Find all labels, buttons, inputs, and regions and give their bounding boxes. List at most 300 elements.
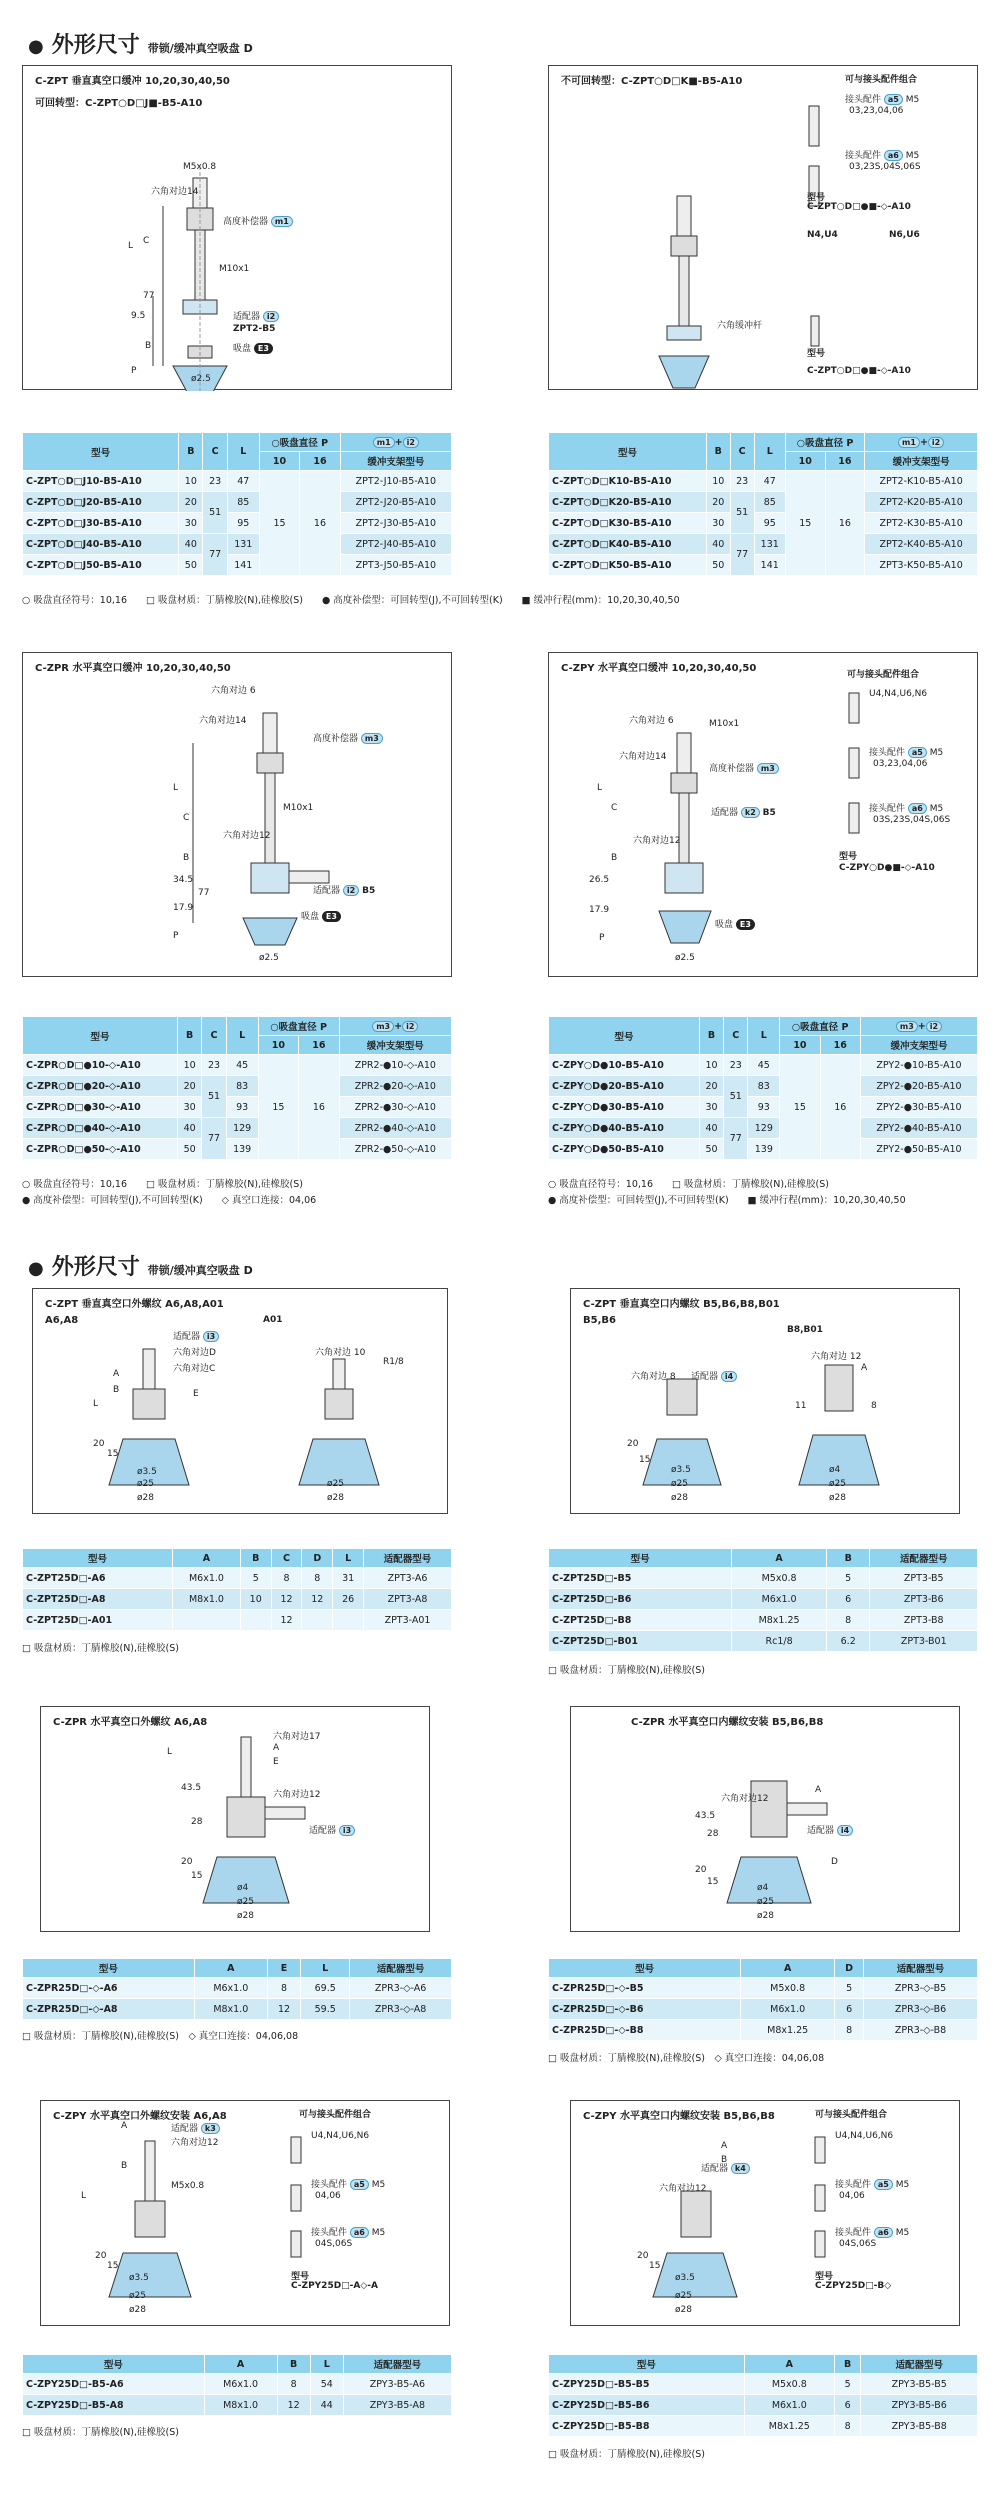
section-title-1 <box>28 28 253 59</box>
table-cell: 30 <box>706 513 730 534</box>
table-header-cell: 型号 <box>23 1017 178 1055</box>
table-cell: 50 <box>179 555 203 576</box>
table-cell: ZPY2-●50-B5-A10 <box>860 1139 977 1160</box>
label-a6a8: A6,A8 <box>45 1315 79 1326</box>
label-E: E <box>273 1757 279 1767</box>
label-text: 高度补偿器 <box>709 764 755 774</box>
table-cell: 15 <box>785 471 825 576</box>
table-row <box>23 1118 452 1139</box>
table-cell: C-ZPY○D●50-B5-A10 <box>549 1139 700 1160</box>
label-C: C <box>143 236 150 246</box>
table-header-cell: C <box>724 1017 748 1055</box>
part-badge: i4 <box>721 1371 737 1382</box>
table-header-cell: 型号 <box>549 433 707 471</box>
table-cell: C-ZPT○D□J30-B5-A10 <box>23 513 179 534</box>
table-cell: M6x1.0 <box>741 1999 835 2020</box>
table-cell: 51 <box>202 1076 226 1118</box>
table-cell: M6x1.0 <box>744 2395 834 2416</box>
label-text: M5 <box>895 2180 910 2190</box>
label-text: 适配器 <box>173 1332 201 1342</box>
label-text: P <box>841 1022 849 1033</box>
drawing-shape <box>815 2185 825 2211</box>
table-cell: 5 <box>240 1568 271 1589</box>
table-cell: ZPR2-●50-◇-A10 <box>339 1139 451 1160</box>
section-subtitle: 带锁/缓冲真空吸盘 D <box>147 42 253 55</box>
label-B: B <box>721 2155 728 2165</box>
table-cell: ZPR3-◇-B5 <box>864 1978 978 1999</box>
table-cell: ZPR2-●10-◇-A10 <box>339 1055 451 1076</box>
table-header-cell: D <box>835 1959 864 1978</box>
label-text: 适配器 <box>711 808 739 818</box>
label-P: P <box>131 366 137 376</box>
table-cell: C-ZPT25D□-B5 <box>549 1568 732 1589</box>
label-265: 26.5 <box>589 875 610 885</box>
table-header-cell: 16 <box>820 1036 860 1055</box>
label-28: 28 <box>191 1817 203 1827</box>
table-cell: C-ZPY○D●30-B5-A10 <box>549 1097 700 1118</box>
part-badge: a5 <box>350 2179 369 2190</box>
label-hex14: 六角对边14 <box>151 187 199 197</box>
fitting-2 <box>845 148 919 161</box>
table-cell: C-ZPR25D□-◇-B6 <box>549 1999 741 2020</box>
drawing-shape <box>263 713 277 753</box>
table-header-cell: L <box>748 1017 780 1055</box>
table-header-cell: L <box>301 1959 350 1978</box>
table-cell: 129 <box>748 1118 780 1139</box>
table-header-row <box>23 1549 452 1568</box>
label-text: B5 <box>362 886 376 896</box>
label-dia: ø2.5 <box>675 953 695 963</box>
fitting-1 <box>845 92 919 105</box>
table-cell: ZPT3-A01 <box>364 1610 452 1631</box>
bullet-icon: ● <box>28 36 44 57</box>
spec-table-zpt-male <box>22 1548 452 1631</box>
label-dia25: ø25 <box>757 1897 774 1907</box>
drawing-caption: C-ZPT 垂直真空口内螺纹 B5,B6,B8,B01 <box>583 1299 780 1310</box>
label-hex14: 六角对边14 <box>619 752 667 762</box>
table-cell: C-ZPY○D●10-B5-A10 <box>549 1055 700 1076</box>
table-cell: C-ZPY25D□-B5-B5 <box>549 2374 745 2395</box>
table-header-cell: L <box>310 2355 343 2374</box>
section-title: 外形尺寸 <box>51 33 140 58</box>
legend-note: ● 高度补偿型：可回转型(J),不可回转型(K) ◇ 真空口连接：04,06 <box>22 1195 317 1206</box>
label-hex12: 六角对边12 <box>721 1794 769 1804</box>
label-text: 接头配件 <box>835 2228 872 2238</box>
label-m5: M5x0.8 <box>171 2181 205 2191</box>
table-cell: 20 <box>706 492 730 513</box>
table-cell: 139 <box>748 1139 780 1160</box>
drawing-zpr-male <box>40 1706 430 1932</box>
table-cell: 8 <box>277 2374 310 2395</box>
label-dia4: ø4 <box>237 1883 249 1893</box>
table-cell: C-ZPT25D□-B6 <box>549 1589 732 1610</box>
table-cell: 8 <box>271 1568 302 1589</box>
label-adapter <box>309 1823 355 1836</box>
drawing-shape <box>815 2231 825 2257</box>
table-cell: ZPR3-◇-A8 <box>350 1999 452 2020</box>
label-d28: ø28 <box>675 2305 692 2315</box>
table-cell: ZPY2-●30-B5-A10 <box>860 1097 977 1118</box>
label-77: 77 <box>143 291 155 301</box>
table-cell: 8 <box>835 2020 864 2041</box>
label-d25b: ø25 <box>829 1479 846 1489</box>
fitting-2-values: 04S,06S <box>315 2239 353 2249</box>
table-header-cell: 型号 <box>23 1549 173 1568</box>
table-cell: 6 <box>834 2395 861 2416</box>
part-badge: i4 <box>837 1825 853 1836</box>
label-A: A <box>815 1785 822 1795</box>
label-text: M5 <box>929 748 944 758</box>
table-cell: ZPT3-B6 <box>870 1589 978 1610</box>
spec-table-zpr-female <box>548 1958 978 2041</box>
label-d28b: ø28 <box>829 1493 846 1503</box>
label-d4: ø4 <box>829 1465 841 1475</box>
table-row <box>23 2374 452 2395</box>
table-header-cell: m3 + i2 <box>339 1017 451 1036</box>
legend-note: ○ 吸盘直径符号：10,16 □ 吸盘材质：丁腈橡胶(N),硅橡胶(S) <box>548 1179 829 1190</box>
table-header-cell: B <box>178 1017 202 1055</box>
drawing-caption: C-ZPR 水平真空口内螺纹安装 B5,B6,B8 <box>631 1717 824 1728</box>
fitting-2 <box>835 2225 909 2238</box>
table-cell: 131 <box>754 534 785 555</box>
label-77: 77 <box>198 888 210 898</box>
table-row <box>549 1631 978 1652</box>
table-cell <box>302 1610 333 1631</box>
table-cell: C-ZPR25D□-◇-B8 <box>549 2020 741 2041</box>
table-row <box>23 1589 452 1610</box>
table-cell: ZPY3-B5-A8 <box>343 2395 451 2416</box>
label-text: P <box>846 438 854 449</box>
label-A: A <box>861 1363 868 1373</box>
model-code: C-ZPT○D□●■-◇-A10 <box>807 202 911 212</box>
table-cell: 141 <box>754 555 785 576</box>
model2-code: C-ZPT○D□●■-◇-A10 <box>807 366 911 376</box>
fitting-2-values: 04S,06S <box>839 2239 877 2249</box>
table-cell: 6.2 <box>826 1631 870 1652</box>
label-15: 15 <box>107 2261 119 2271</box>
model-code: C-ZPY○D●■-◇-A10 <box>839 863 935 873</box>
drawing-shape <box>679 793 689 863</box>
label-B: B <box>183 853 190 863</box>
label-text: 适配器 <box>701 2164 729 2174</box>
drawing-shape <box>751 1781 787 1837</box>
table-cell: 77 <box>203 534 227 576</box>
label-d25: ø25 <box>129 2291 146 2301</box>
label-hex12: 六角对边12 <box>273 1790 321 1800</box>
table-cell: 45 <box>748 1055 780 1076</box>
fitting-1-values: 03,23,04,06 <box>873 759 928 769</box>
table-row <box>23 1076 452 1097</box>
table-cell: ZPT2-J30-B5-A10 <box>340 513 451 534</box>
drawing-shape <box>203 1737 305 1903</box>
cushion-pad-drawing <box>549 66 979 391</box>
label-text: 适配器 <box>313 886 341 896</box>
table-header-cell: A <box>194 1959 267 1978</box>
model-code: C-ZPY25D□-B◇ <box>815 2281 892 2291</box>
table-cell: 30 <box>179 513 203 534</box>
table-cell: C-ZPT○D□J40-B5-A10 <box>23 534 179 555</box>
table-cell: 40 <box>179 534 203 555</box>
table-row <box>23 2395 452 2416</box>
legend-note: □ 吸盘材质：丁腈橡胶(N),硅橡胶(S) ◇ 真空口连接：04,06,08 <box>548 2053 825 2064</box>
table-cell: C-ZPY25D□-B5-A6 <box>23 2374 205 2395</box>
table-header-row <box>549 1959 978 1978</box>
table-cell: C-ZPT25D□-B01 <box>549 1631 732 1652</box>
label-28: 28 <box>707 1829 719 1839</box>
table-cell: ZPY2-●40-B5-A10 <box>860 1118 977 1139</box>
table-cell: ZPT3-J50-B5-A10 <box>340 555 451 576</box>
drawing-zpt-j <box>22 65 452 390</box>
label-dia4: ø4 <box>757 1883 769 1893</box>
combo-title: 可与接头配件组合 <box>847 670 920 680</box>
table-cell: 23 <box>730 471 754 492</box>
label-text: 接头配件 <box>845 151 882 161</box>
fitting-1-values: 03,23,04,06 <box>849 106 904 116</box>
table-cell: ZPT3-K50-B5-A10 <box>865 555 978 576</box>
th-l: L <box>227 433 259 471</box>
label-hex17: 六角对边17 <box>273 1732 321 1742</box>
drawing-shape <box>671 236 697 256</box>
table-cell: ZPT3-A8 <box>364 1589 452 1610</box>
table-cell: C-ZPT25D□-A01 <box>23 1610 173 1631</box>
drawing-caption: C-ZPY 水平真空口内螺纹安装 B5,B6,B8 <box>583 2111 775 2122</box>
table-cell <box>240 1610 271 1631</box>
table-cell: C-ZPT○D□K20-B5-A10 <box>549 492 707 513</box>
table-header-cell: 16 <box>299 1036 339 1055</box>
drawing-shape <box>291 2231 301 2257</box>
table-header-row <box>549 1017 978 1036</box>
table-header-row <box>23 433 452 452</box>
table-row <box>23 534 452 555</box>
table-cell: 95 <box>227 513 259 534</box>
drawing-shape <box>677 733 691 773</box>
table-cell: C-ZPR○D□●30-◇-A10 <box>23 1097 178 1118</box>
table-cell: 30 <box>178 1097 202 1118</box>
drawing-shape <box>677 196 691 236</box>
label-20: 20 <box>637 2251 649 2261</box>
label-95: 9.5 <box>131 311 146 321</box>
table-cell: 8 <box>826 1610 870 1631</box>
drawing-shape <box>849 803 859 833</box>
table-row <box>23 1978 452 1999</box>
drawing-shape <box>815 2137 825 2163</box>
label-text: P <box>319 1022 327 1033</box>
label-8: 8 <box>871 1401 877 1411</box>
label-adapter <box>691 1369 737 1382</box>
table-cell: 12 <box>267 1999 300 2020</box>
table-cell: 5 <box>835 1978 864 1999</box>
part-badge: m1 <box>898 437 920 448</box>
table-cell: 69.5 <box>301 1978 350 1999</box>
table-cell: M5x0.8 <box>732 1568 827 1589</box>
drawing-shape <box>667 1379 697 1415</box>
label-hex12: 六角对边12 <box>659 2184 707 2194</box>
table-cell: 44 <box>310 2395 343 2416</box>
label-height-adjuster <box>313 731 383 744</box>
table-cell: C-ZPT○D□J50-B5-A10 <box>23 555 179 576</box>
label-C: C <box>611 803 618 813</box>
label-text: M5 <box>371 2180 386 2190</box>
legend-note: □ 吸盘材质：丁腈橡胶(N),硅橡胶(S) <box>22 2427 179 2438</box>
table-header-cell: 型号 <box>23 1959 195 1978</box>
table-header-cell: D <box>302 1549 333 1568</box>
table-cell: 40 <box>706 534 730 555</box>
drawing-shape <box>291 2137 301 2163</box>
label-text: 吸盘 <box>233 344 252 354</box>
label-hex12: 六角对边12 <box>633 836 681 846</box>
label-D: D <box>831 1857 838 1867</box>
label-b8b01: B8,B01 <box>787 1325 823 1335</box>
table-cell: 51 <box>203 492 227 534</box>
drawing-shape <box>849 748 859 778</box>
spec-table-zpy-female <box>548 2354 978 2437</box>
table-header-cell: 型号 <box>549 1549 732 1568</box>
table-cell: 8 <box>267 1978 300 1999</box>
legend-note: □ 吸盘材质：丁腈橡胶(N),硅橡胶(S) <box>548 2449 705 2460</box>
pad-drawing <box>41 2101 451 2327</box>
label-r18: R1/8 <box>383 1357 404 1367</box>
table-cell: ZPT2-K30-B5-A10 <box>865 513 978 534</box>
label-hex6: 六角对边 6 <box>211 686 256 696</box>
table-row <box>549 1097 978 1118</box>
table-header-cell: A <box>744 2355 834 2374</box>
table-cell: 59.5 <box>301 1999 350 2020</box>
badge-i2: i2 <box>263 311 279 322</box>
table-header-cell <box>780 1017 861 1036</box>
part-badge: i2 <box>926 1021 942 1032</box>
drawing-shape <box>659 106 819 388</box>
drawing-shape <box>799 1435 879 1485</box>
drawing-shape <box>109 2253 191 2297</box>
table-cell: ZPR3-◇-A6 <box>350 1978 452 1999</box>
label-text: 吸盘 <box>301 912 320 922</box>
table-row <box>23 1999 452 2020</box>
drawing-shape <box>145 2141 155 2201</box>
table-cell: M8x1.25 <box>744 2416 834 2437</box>
table-row <box>549 1999 978 2020</box>
label-dia: ø2.5 <box>191 374 211 384</box>
label-d25: ø25 <box>137 1479 154 1489</box>
part-badge: k2 <box>741 807 760 818</box>
label-15: 15 <box>107 1449 119 1459</box>
table-cell: 95 <box>754 513 785 534</box>
drawing-caption: C-ZPR 水平真空口外螺纹 A6,A8 <box>53 1717 208 1728</box>
drawing-shape <box>653 2253 737 2297</box>
label-P: P <box>599 933 605 943</box>
drawing-shape <box>667 326 701 340</box>
th-pad-dia <box>259 433 340 452</box>
table-header-cell: 型号 <box>549 1959 741 1978</box>
table-header-cell: 16 <box>825 452 865 471</box>
table-cell: 93 <box>226 1097 258 1118</box>
label-179: 17.9 <box>589 905 610 915</box>
legend-note: ○ 吸盘直径符号：10,16 □ 吸盘材质：丁腈橡胶(N),硅橡胶(S) <box>22 1179 303 1190</box>
table-header-cell: m1 + i2 <box>865 433 978 452</box>
section-subtitle: 带锁/缓冲真空吸盘 D <box>147 1264 253 1277</box>
table-cell: 15 <box>258 1055 298 1160</box>
label-d28: ø28 <box>129 2305 146 2315</box>
spec-table-zpy-male <box>22 2354 452 2416</box>
label-text: M5 <box>905 95 920 105</box>
combo-title: 可与接头配件组合 <box>815 2110 888 2120</box>
label-L: L <box>81 2191 87 2201</box>
label-hex10: 六角对边 10 <box>315 1348 366 1358</box>
label-m5: M5x0.8 <box>183 162 217 172</box>
drawing-zpt-male <box>32 1288 448 1514</box>
table-cell: C-ZPT○D□K50-B5-A10 <box>549 555 707 576</box>
u4-label: U4,N4,U6,N6 <box>311 2131 370 2141</box>
label-text: 接头配件 <box>835 2180 872 2190</box>
table-cell: 40 <box>178 1118 202 1139</box>
spec-table-zpt-female <box>548 1548 978 1652</box>
spec-table-zpy <box>548 1016 978 1160</box>
n4-label: N4,U4 <box>807 230 838 240</box>
part-badge: k3 <box>201 2123 220 2134</box>
combo-title: 可与接头配件组合 <box>845 75 918 85</box>
table-header-cell: 型号 <box>549 2355 745 2374</box>
part-badge: i2 <box>343 885 359 896</box>
label-15: 15 <box>639 1455 651 1465</box>
part-badge: k4 <box>731 2163 750 2174</box>
spec-table-zpr-male <box>22 1958 452 2020</box>
table-cell: 6 <box>826 1589 870 1610</box>
table-cell: 51 <box>724 1076 748 1118</box>
part-badge: a6 <box>908 803 927 814</box>
table-row <box>549 1118 978 1139</box>
label-pad <box>233 341 273 354</box>
label-A: A <box>113 1369 120 1379</box>
label-text: B5 <box>762 808 776 818</box>
part-badge: i3 <box>339 1825 355 1836</box>
table-cell: 50 <box>706 555 730 576</box>
table-header-row <box>23 1017 452 1036</box>
label-A: A <box>721 2141 728 2151</box>
drawing-shape <box>679 256 689 326</box>
label-text: M5 <box>905 151 920 161</box>
table-row <box>549 555 978 576</box>
drawing-shape <box>257 753 283 773</box>
label-pad <box>715 917 755 930</box>
table-row <box>23 513 452 534</box>
label-adapter <box>173 1329 219 1342</box>
label-text: 吸盘 <box>715 920 734 930</box>
table-row <box>549 1139 978 1160</box>
label-m10: M10x1 <box>283 803 314 813</box>
part-badge: m3 <box>896 1021 918 1032</box>
table-row <box>549 2020 978 2041</box>
table-cell: ZPT2-K10-B5-A10 <box>865 471 978 492</box>
table-cell: 47 <box>227 471 259 492</box>
table-header-cell: B <box>240 1549 271 1568</box>
table-cell: ZPY3-B5-A6 <box>343 2374 451 2395</box>
table-cell: 12 <box>277 2395 310 2416</box>
table-cell: M6x1.0 <box>173 1568 241 1589</box>
table-cell: ZPY2-●10-B5-A10 <box>860 1055 977 1076</box>
table-cell: 10 <box>699 1055 723 1076</box>
drawing-shape <box>109 1349 379 1485</box>
table-cell: ZPT2-K20-B5-A10 <box>865 492 978 513</box>
drawing-shape <box>153 178 227 391</box>
table-cell: ZPY3-B5-B6 <box>861 2395 978 2416</box>
drawing-shape <box>659 911 711 943</box>
table-cell: 12 <box>271 1610 302 1631</box>
table-cell: C-ZPT○D□K30-B5-A10 <box>549 513 707 534</box>
label-text: 接头配件 <box>311 2228 348 2238</box>
label-text: 接头配件 <box>869 804 906 814</box>
label-hex6: 六角对边 6 <box>629 716 674 726</box>
label-L: L <box>173 783 179 793</box>
label-d28: ø28 <box>137 1493 154 1503</box>
